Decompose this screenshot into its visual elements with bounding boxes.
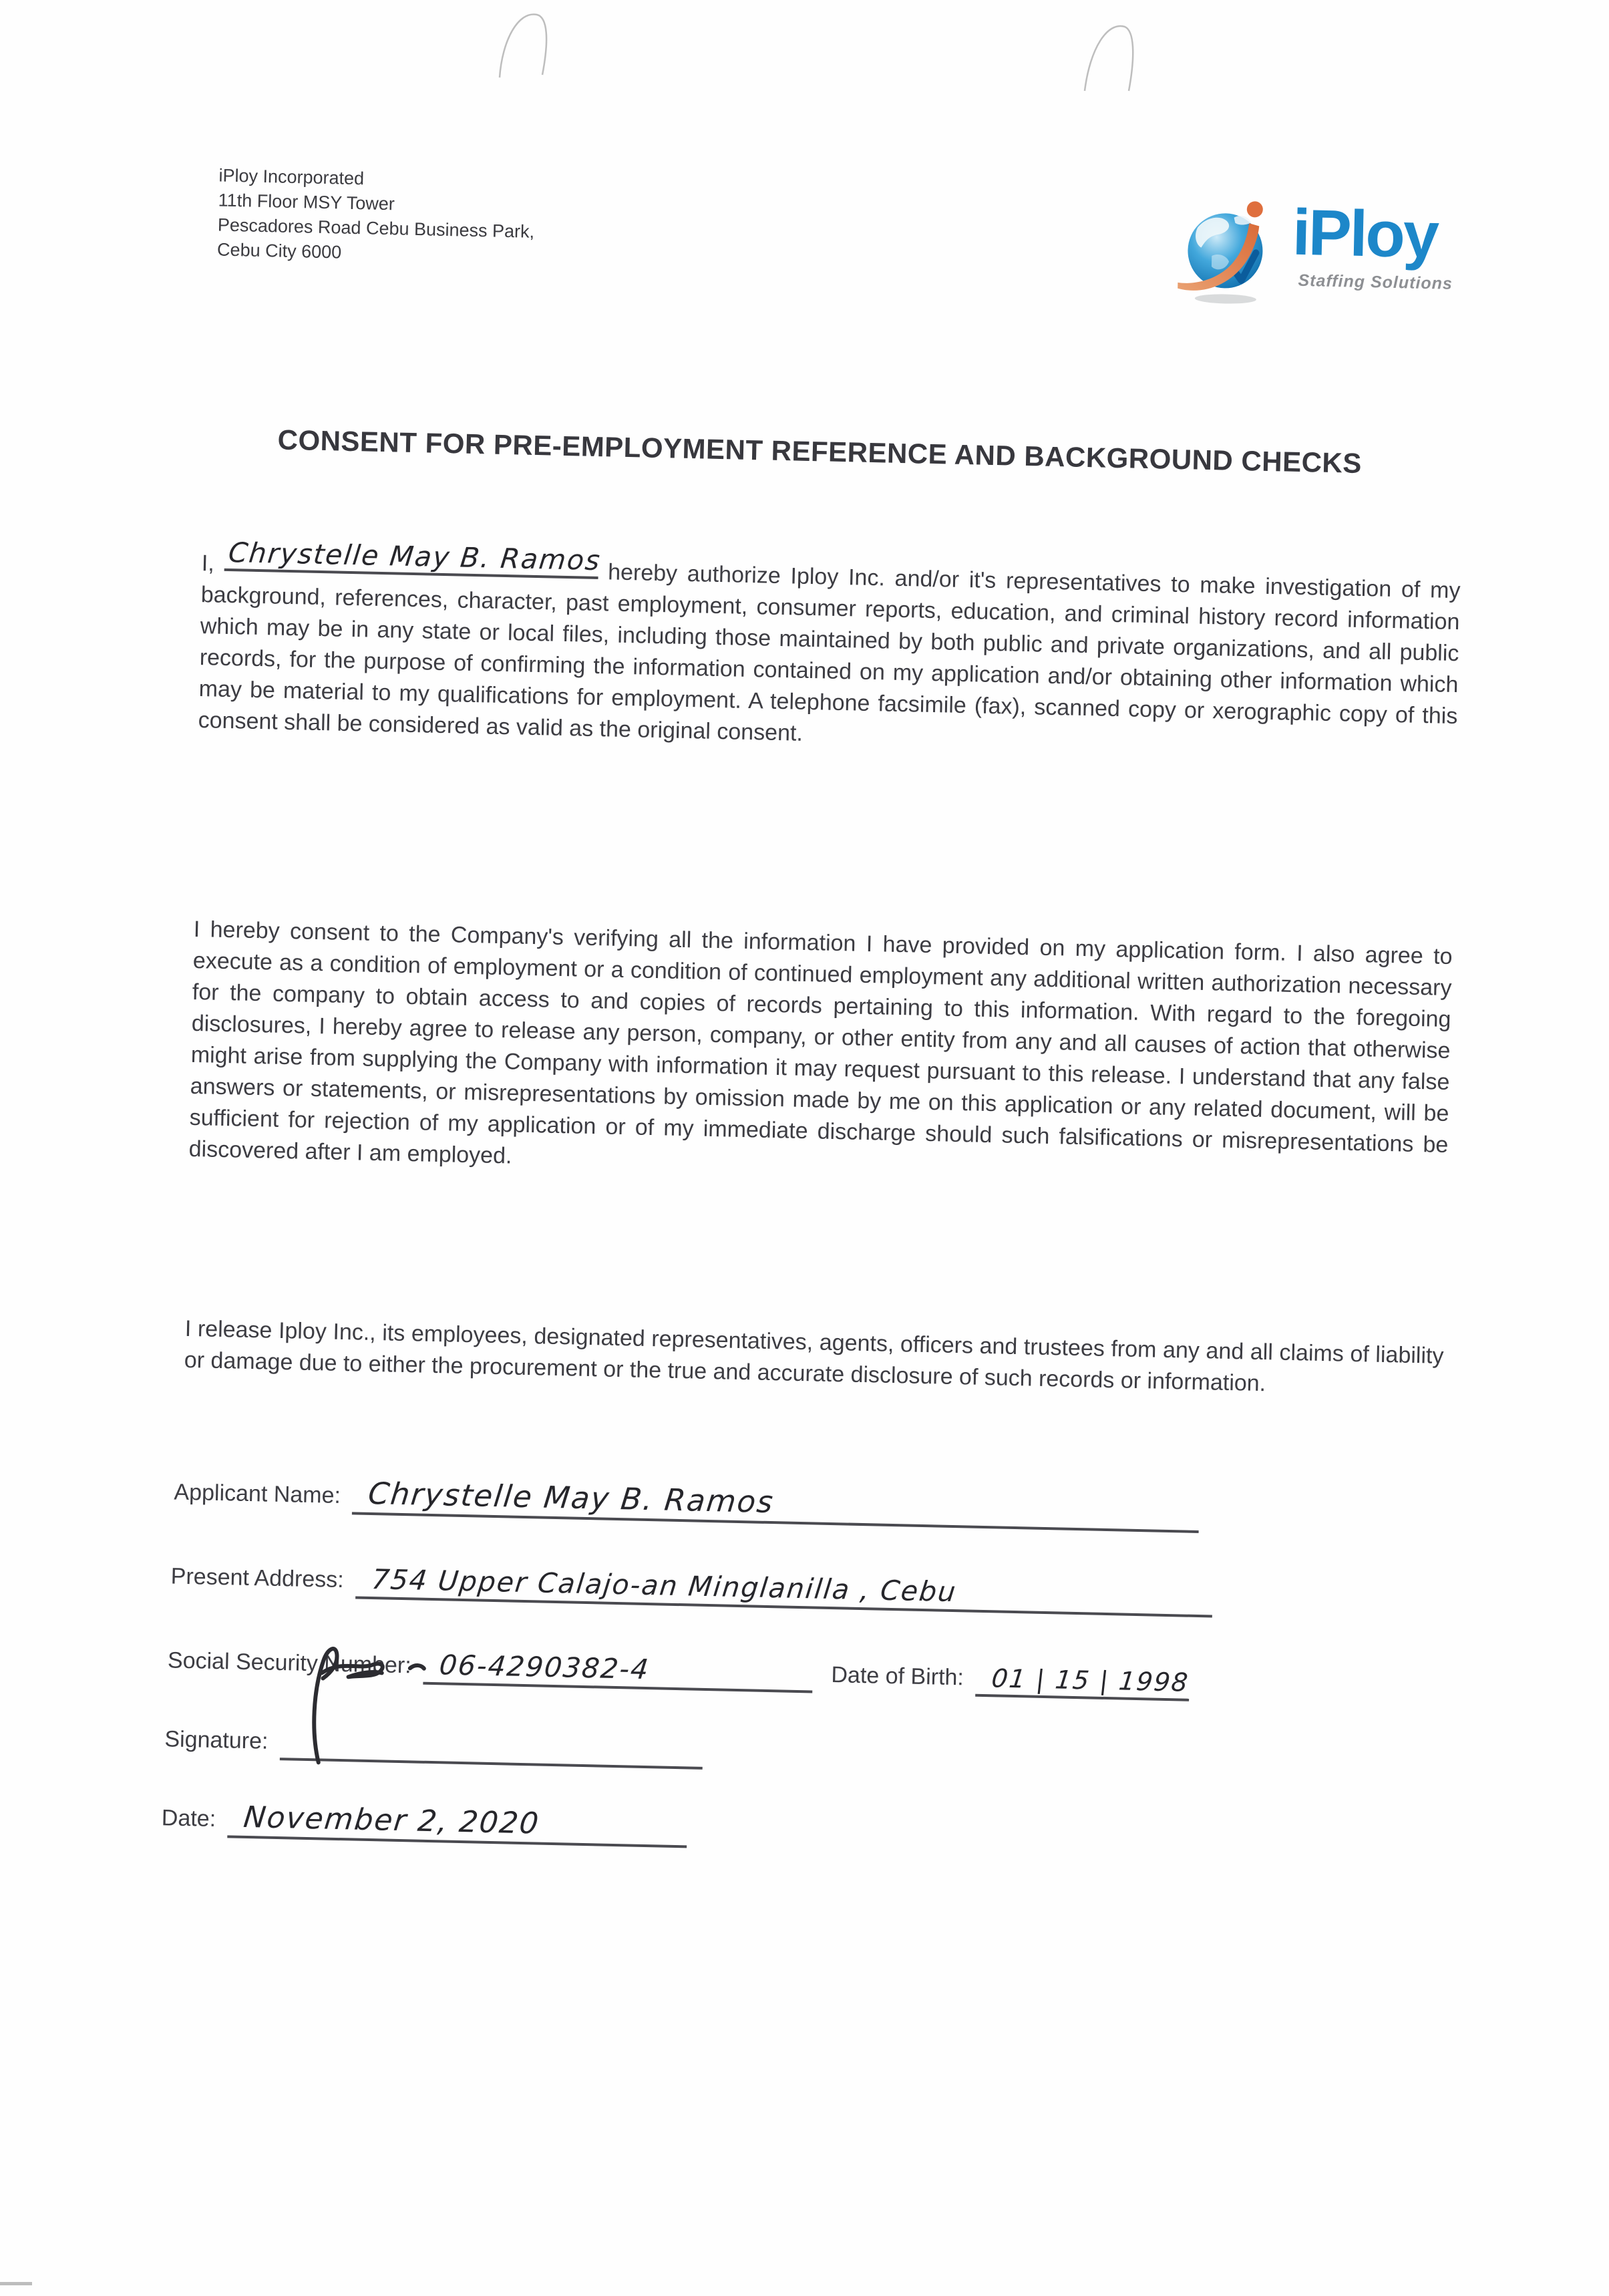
consent-paragraph-3: I release Iploy Inc., its employees, designated representatives, agents, officers and trustees from any and all claims of liability or damage due to either the procurement or the true and accurate disclosure of such records or information. xyxy=(184,1315,1444,1397)
signature-scribble-icon xyxy=(277,1631,460,1768)
applicant-name-row xyxy=(174,1471,1200,1533)
signature-label: Signature: xyxy=(164,1726,269,1754)
brand-tagline: Staffing Solutions xyxy=(1298,271,1453,293)
letterhead-line: Pescadores Road Cebu Business Park, xyxy=(217,214,535,242)
name-blank-line xyxy=(224,536,602,579)
page-curl-artifact-left xyxy=(496,5,562,86)
dob-line xyxy=(975,1657,1190,1701)
letterhead-line: iPloy Incorporated xyxy=(218,165,365,189)
present-address-label: Present Address: xyxy=(170,1563,345,1593)
consent-paragraph-2: I hereby consent to the Company's verifying all the information I have provided on my application form. I also agree to execute as a condition of employment or a condition of continued employment any additional written authorization necessary for the company to obtain access to and copies of records pertaining to this information. With regard to the foregoing disclosures, I hereby agree to release any person, company, or other entity from any and all causes of action that otherwise might arise from supplying the Company with information it may request pursuant to this release. I understand that any false answers or statements, or misrepresentations by omission made by me on this application or any related document, will be sufficient for rejection of my application or of my immediate discharge should such falsifications or misrepresentations be discovered after I am employed. xyxy=(188,916,1453,1169)
handwritten-applicant-name: Chrystelle May B. Ramos xyxy=(367,1475,777,1520)
date-row xyxy=(161,1796,687,1848)
ssn-label: Social Security Number: xyxy=(167,1647,412,1679)
applicant-name-label: Applicant Name: xyxy=(174,1479,341,1508)
dob-label: Date of Birth: xyxy=(831,1662,964,1691)
document-title: CONSENT FOR PRE-EMPLOYMENT REFERENCE AND BACKGROUND CHECKS xyxy=(277,424,1363,479)
paragraph-text: hereby authorize Iploy Inc. and/or it's representatives to make investigation of my background, references, character, past employment, consumer reports, education, and criminal history record information which may be in any state or local files, including those maintained by both public and private organizations, and all public records, for the purpose of confirming the information contained on my application and/or obtaining other information which may be material to my qualifications for employment. A telephone facsimile (fax), scanned copy or xerographic copy of this consent shall be considered as valid as the original consent. xyxy=(198,559,1461,746)
signature-row xyxy=(164,1717,703,1770)
letterhead-line: Cebu City 6000 xyxy=(216,239,342,263)
letterhead xyxy=(217,164,536,269)
handwritten-date: November 2, 2020 xyxy=(242,1800,542,1841)
present-address-line xyxy=(355,1559,1213,1618)
scan-edge-mark xyxy=(0,2282,32,2285)
present-address-row xyxy=(170,1554,1213,1617)
handwritten-dob: 01 | 15 | 1998 xyxy=(990,1663,1191,1697)
consent-paragraph-1 xyxy=(198,536,1461,764)
handwritten-name: Chrystelle May B. Ramos xyxy=(226,536,602,577)
signature-line xyxy=(280,1720,703,1770)
page-curl-artifact-right xyxy=(1079,15,1146,98)
brand-wordmark: iPloy xyxy=(1291,195,1439,272)
company-logo xyxy=(1177,174,1473,321)
handwritten-address: 754 Upper Calajo-an Minglanilla , Cebu xyxy=(370,1563,958,1609)
date-label: Date: xyxy=(161,1805,216,1832)
letterhead-line: 11th Floor MSY Tower xyxy=(218,190,395,214)
paragraph-text: I, xyxy=(201,550,215,577)
handwritten-ssn: 06-4290382-4 xyxy=(437,1649,651,1686)
date-line xyxy=(228,1798,688,1848)
applicant-name-line xyxy=(352,1474,1200,1533)
globe-icon xyxy=(1178,186,1280,308)
ssn-line xyxy=(423,1645,813,1693)
